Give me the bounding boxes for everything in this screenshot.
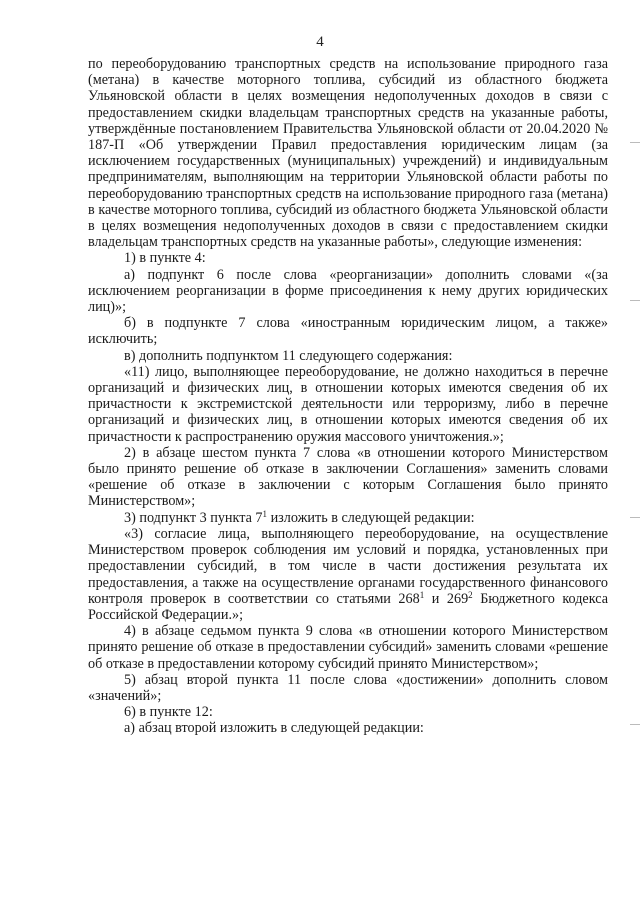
paragraph-intro: по переоборудованию транспортных средств на использование природного газа (метана) в качестве моторного топлива, субсидий из областного бюджета Ульяновской области в целях возмещения недополученных доходов в связи с предоставлением скидки владельцам транспортных средств на указанные работы, утверждённые постановлением Правительства Ульяновской области от 20.04.2020 № 187-П «Об утверждении Правил предоставления юридическим лицам (за исключением государственных (муниципальных) учреждений) и индивидуальным предпринимателям, выполняющим на территории Ульяновской области работы по переоборудованию транспортных средств на использование природного газа (метана) в качестве моторного топлива, субсидий из областного бюджета Ульяновской области в целях возмещения недополученных доходов в связи с предоставлением скидки владельцам транспортных средств на указанные работы», следующие изменения:: [88, 56, 608, 251]
paragraph-item-5: 5) абзац второй пункта 11 после слова «достижении» дополнить словом «значений»;: [88, 671, 608, 704]
paragraph-item-1: 1) в пункте 4:: [124, 250, 206, 267]
paragraph-item-3: [88, 510, 608, 526]
article-269-superscript: 2: [468, 589, 473, 600]
item-3-text-before: 3) подпункт 3 пункта 7: [124, 509, 263, 526]
paragraph-item-6: 6) в пункте 12:: [124, 704, 213, 721]
paragraph-item-4: 4) в абзаце седьмом пункта 9 слова «в отношении которого Министерством принято решение об отказе в предоставлении субсидий» заменить словами «решение об отказе в предоставлении которому субсидий принято Министерством»;: [88, 623, 608, 672]
paragraph-item-2: 2) в абзаце шестом пункта 7 слова «в отношении которого Министерством было принято решение об отказе в заключении Соглашения» заменить словами «решение об отказе в заключении с которым Соглашения было принято Министерством»;: [88, 444, 608, 510]
item-3-body-after: Бюджетного кодекса Российской Федерации.»;: [88, 590, 609, 623]
document-body: [88, 56, 608, 737]
paragraph-item-1c: в) дополнить подпунктом 11 следующего содержания:: [124, 347, 453, 364]
article-268-superscript: 1: [419, 589, 425, 600]
item-3-superscript: 1: [262, 508, 268, 519]
page-number: 4: [316, 34, 324, 50]
paragraph-item-3-text: [88, 526, 608, 623]
item-3-text-after: изложить в следующей редакции:: [267, 509, 475, 526]
paragraph-item-11-text: «11) лицо, выполняющее переоборудование, не должно находиться в перечне организаций и физических лиц, в отношении которых имеются сведения об их причастности к экстремистской деятельности или терроризму, либо в перечне организаций и физических лиц, в отношении которых имеются сведения об их причастности к распространению оружия массового уничтожения.»;: [88, 363, 608, 445]
paragraph-item-1a: а) подпункт 6 после слова «реорганизации» дополнить словами «(за исключением реорганизации в форме присоединения к нему других юридических лиц)»;: [88, 266, 608, 316]
paragraph-item-1b: б) в подпункте 7 слова «иностранным юридическим лицом, а также» исключить;: [88, 315, 608, 348]
scan-edge-marks: [630, 0, 640, 905]
paragraph-item-6a: а) абзац второй изложить в следующей редакции:: [124, 720, 424, 737]
item-3-body-before: «3) согласие лица, выполняющего переоборудование, на осуществление Министерством проверок соблюдения им условий и порядка, установленных при предоставлении субсидий, в том числе в части достижения результата их предоставления, а также на осуществление органами государственного финансового контроля проверок в соответствии со статьями 268: [88, 525, 608, 607]
item-3-body-mid: и 269: [424, 590, 469, 607]
